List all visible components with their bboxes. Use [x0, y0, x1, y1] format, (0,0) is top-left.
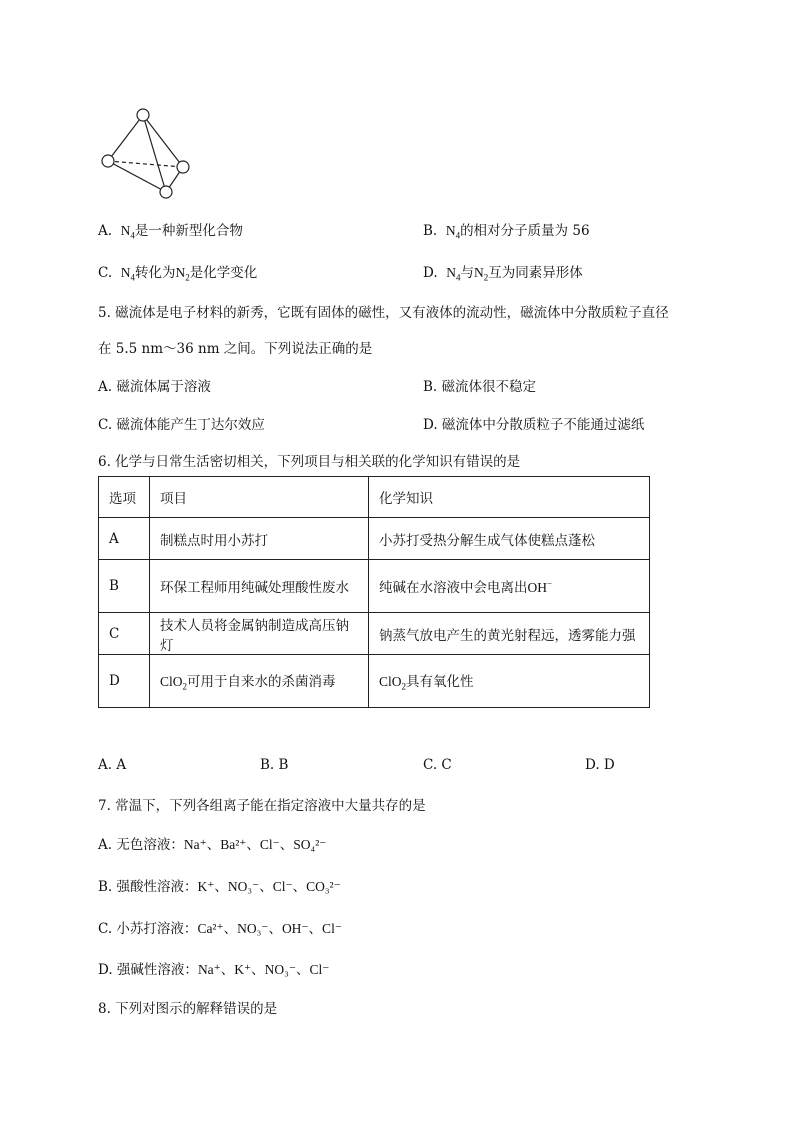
table-row	[99, 560, 650, 613]
row-option: D	[99, 655, 150, 708]
table-row	[99, 518, 650, 560]
q4-option-a: A. $N_4$是一种新型化合物	[98, 223, 243, 241]
q7-option-c: C. 小苏打溶液：Ca²⁺、NO₃⁻、OH⁻、Cl⁻	[98, 921, 342, 937]
row-option: C	[99, 613, 150, 655]
table-header-cell: 选项	[99, 477, 150, 518]
q7-option-d: D. 强碱性溶液：Na⁺、K⁺、NO₃⁻、Cl⁻	[98, 962, 330, 978]
table-row	[99, 655, 650, 708]
q4-option-c: C. $N_4$转化为$N_2$是化学变化	[98, 265, 258, 283]
q5-option-c: C. 磁流体能产生丁达尔效应	[98, 417, 265, 433]
row-knowledge: 钠蒸气放电产生的黄光射程远，透雾能力强	[369, 613, 650, 655]
row-option: A	[99, 518, 150, 560]
q8-stem: 8. 下列对图示的解释错误的是	[98, 1001, 278, 1017]
table-header-cell: 项目	[150, 477, 369, 518]
row-item: 技术人员将金属钠制造成高压钠灯	[150, 613, 369, 655]
q6-answer-c: C. C	[423, 757, 452, 773]
q5-option-a: A. 磁流体属于溶液	[98, 379, 211, 395]
row-knowledge: 小苏打受热分解生成气体使糕点蓬松	[369, 518, 650, 560]
q5-option-d: D. 磁流体中分散质粒子不能通过滤纸	[423, 417, 645, 433]
q6-table	[98, 476, 650, 708]
row-knowledge: 纯碱在水溶液中会电离出OH−	[369, 560, 650, 613]
q7-option-a: A. 无色溶液：Na⁺、Ba²⁺、Cl⁻、SO₄²⁻	[98, 837, 327, 853]
tetrahedron-diagram	[96, 104, 200, 200]
row-option: B	[99, 560, 150, 613]
table-row	[99, 613, 650, 655]
table-header-row	[99, 477, 650, 518]
q6-answer-d: D. D	[585, 757, 615, 773]
table-header-cell: 化学知识	[369, 477, 650, 518]
q6-answer-b: B. B	[260, 757, 289, 773]
q5-option-b: B. 磁流体很不稳定	[423, 379, 537, 395]
q6-answer-a: A. A	[98, 757, 127, 773]
q4-option-d: D. $N_4$与$N_2$互为同素异形体	[423, 265, 583, 283]
q4-option-b: B. $N_4$的相对分子质量为 56	[423, 223, 590, 241]
q7-stem: 7. 常温下，下列各组离子能在指定溶液中大量共存的是	[98, 798, 426, 814]
q5-stem-line2: 在 5.5 nm～36 nm 之间。下列说法正确的是	[98, 341, 373, 357]
q6-stem: 6. 化学与日常生活密切相关，下列项目与相关联的化学知识有错误的是	[98, 454, 521, 470]
row-item: ClO$_2$可用于自来水的杀菌消毒	[150, 655, 369, 708]
row-knowledge: ClO$_2$具有氧化性	[369, 655, 650, 708]
row-item: 制糕点时用小苏打	[150, 518, 369, 560]
q7-option-b: B. 强酸性溶液：K⁺、NO₃⁻、Cl⁻、CO₃²⁻	[98, 879, 341, 895]
row-item: 环保工程师用纯碱处理酸性废水	[150, 560, 369, 613]
q5-stem-line1: 5. 磁流体是电子材料的新秀，它既有固体的磁性，又有液体的流动性，磁流体中分散质粒子直径	[98, 305, 669, 321]
